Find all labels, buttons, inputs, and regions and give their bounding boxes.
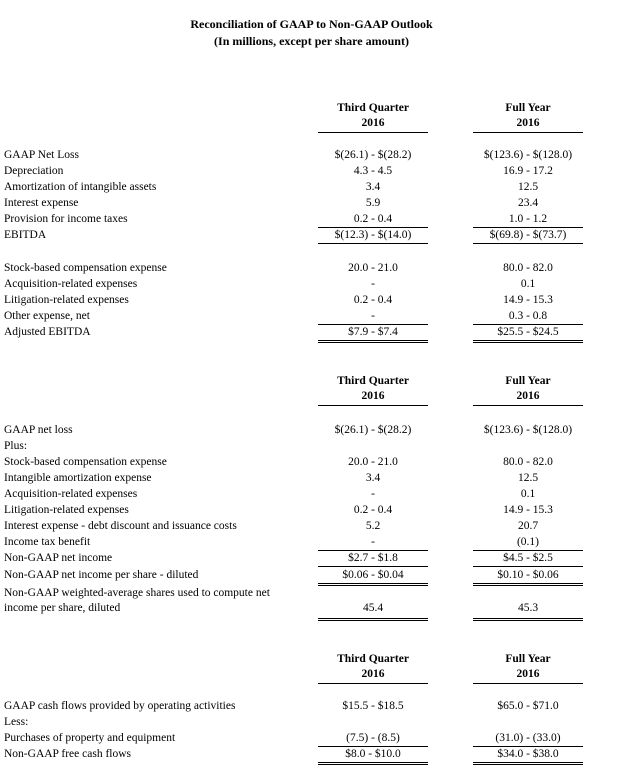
full-year-value: 23.4	[517, 197, 539, 209]
row-label: EBITDA	[4, 229, 47, 241]
full-year-value: $25.5 - $24.5	[497, 326, 559, 338]
underline-rule	[473, 683, 583, 684]
underline-rule	[473, 342, 583, 343]
underline-rule	[318, 620, 428, 621]
row-label: Amortization of intangible assets	[4, 181, 157, 193]
full-year-value: $34.0 - $38.0	[497, 748, 559, 760]
column-header-third-quarter-year: 2016	[361, 117, 385, 129]
full-year-value: 0.1	[520, 278, 536, 290]
full-year-value: (31.0) - (33.0)	[495, 732, 561, 744]
row-label: Non-GAAP net income per share - diluted	[4, 569, 199, 581]
row-label: Non-GAAP net income	[4, 552, 113, 564]
row-label: Plus:	[4, 440, 28, 452]
underline-rule	[318, 405, 428, 406]
underline-rule	[473, 566, 583, 567]
underline-rule	[473, 583, 583, 584]
column-header-third-quarter: Third Quarter	[337, 102, 409, 114]
underline-rule	[473, 405, 583, 406]
third-quarter-value: -	[371, 310, 375, 322]
row-label: Other expense, net	[4, 310, 90, 322]
column-header-full-year: Full Year	[505, 653, 551, 665]
full-year-value: 20.7	[517, 520, 539, 532]
row-label: Interest expense	[4, 197, 79, 209]
third-quarter-value: 3.4	[365, 472, 381, 484]
underline-rule	[318, 566, 428, 567]
row-label: income per share, diluted	[4, 602, 121, 614]
row-label: Acquisition-related expenses	[4, 278, 138, 290]
row-label: Provision for income taxes	[4, 213, 128, 225]
row-label: Intangible amortization expense	[4, 472, 152, 484]
third-quarter-value: -	[371, 536, 375, 548]
underline-rule	[318, 764, 428, 765]
underline-rule	[473, 550, 583, 551]
title-line-2: (In millions, except per share amount)	[214, 34, 409, 48]
column-header-full-year: Full Year	[505, 375, 551, 387]
underline-rule	[318, 324, 428, 325]
underline-rule	[318, 340, 428, 341]
underline-rule	[473, 762, 583, 763]
underline-rule	[318, 132, 428, 133]
column-header-third-quarter: Third Quarter	[337, 653, 409, 665]
third-quarter-value: 0.2 - 0.4	[353, 504, 393, 516]
row-label: Adjusted EBITDA	[4, 326, 91, 338]
underline-rule	[318, 227, 428, 228]
underline-rule	[473, 227, 583, 228]
row-label: Stock-based compensation expense	[4, 456, 167, 468]
column-header-third-quarter: Third Quarter	[337, 375, 409, 387]
row-label: GAAP Net Loss	[4, 149, 79, 161]
full-year-value: 12.5	[517, 472, 539, 484]
full-year-value: 80.0 - 82.0	[503, 262, 553, 274]
third-quarter-value: $2.7 - $1.8	[348, 552, 398, 564]
third-quarter-value: 5.9	[365, 197, 381, 209]
row-label: Non-GAAP weighted-average shares used to compute net	[4, 587, 270, 599]
full-year-value: 1.0 - 1.2	[508, 213, 548, 225]
third-quarter-value: 0.2 - 0.4	[353, 294, 393, 306]
third-quarter-value: 3.4	[365, 181, 381, 193]
underline-rule	[473, 132, 583, 133]
third-quarter-value: $(26.1) - $(28.2)	[334, 149, 412, 161]
underline-rule	[473, 618, 583, 619]
third-quarter-value: (7.5) - (8.5)	[346, 732, 400, 744]
underline-rule	[318, 746, 428, 747]
third-quarter-value: $15.5 - $18.5	[342, 700, 404, 712]
third-quarter-value: 5.2	[365, 520, 381, 532]
full-year-value: 16.9 - 17.2	[503, 165, 553, 177]
underline-rule	[318, 618, 428, 619]
full-year-value: 45.3	[517, 602, 539, 614]
row-label: Depreciation	[4, 165, 64, 177]
row-label: Litigation-related expenses	[4, 294, 129, 306]
underline-rule	[318, 762, 428, 763]
full-year-value: $65.0 - $71.0	[497, 700, 559, 712]
column-header-full-year-year: 2016	[516, 390, 540, 402]
underline-rule	[473, 746, 583, 747]
full-year-value: 0.3 - 0.8	[508, 310, 548, 322]
third-quarter-value: $0.06 - $0.04	[342, 569, 404, 581]
underline-rule	[473, 620, 583, 621]
column-header-full-year-year: 2016	[516, 117, 540, 129]
full-year-value: $(123.6) - $(128.0)	[483, 149, 573, 161]
column-header-third-quarter-year: 2016	[361, 390, 385, 402]
third-quarter-value: 0.2 - 0.4	[353, 213, 393, 225]
underline-rule	[318, 243, 428, 244]
row-label: Income tax benefit	[4, 536, 91, 548]
third-quarter-value: $(26.1) - $(28.2)	[334, 424, 412, 436]
underline-rule	[318, 683, 428, 684]
row-label: Litigation-related expenses	[4, 504, 129, 516]
row-label: GAAP cash flows provided by operating activities	[4, 700, 236, 712]
row-label: Purchases of property and equipment	[4, 732, 176, 744]
row-label: Acquisition-related expenses	[4, 488, 138, 500]
full-year-value: (0.1)	[516, 536, 540, 548]
third-quarter-value: $7.9 - $7.4	[348, 326, 398, 338]
full-year-value: 80.0 - 82.0	[503, 456, 553, 468]
underline-rule	[473, 585, 583, 586]
underline-rule	[318, 342, 428, 343]
third-quarter-value: 20.0 - 21.0	[348, 262, 398, 274]
third-quarter-value: 4.3 - 4.5	[353, 165, 393, 177]
full-year-value: 12.5	[517, 181, 539, 193]
underline-rule	[473, 764, 583, 765]
full-year-value: $0.10 - $0.06	[497, 569, 559, 581]
third-quarter-value: -	[371, 488, 375, 500]
full-year-value: $(123.6) - $(128.0)	[483, 424, 573, 436]
row-label: Stock-based compensation expense	[4, 262, 167, 274]
column-header-third-quarter-year: 2016	[361, 668, 385, 680]
third-quarter-value: $(12.3) - $(14.0)	[334, 229, 412, 241]
title-line-1: Reconciliation of GAAP to Non-GAAP Outlook	[190, 17, 433, 31]
full-year-value: 14.9 - 15.3	[503, 294, 553, 306]
underline-rule	[318, 550, 428, 551]
full-year-value: $(69.8) - $(73.7)	[489, 229, 567, 241]
row-label: Interest expense - debt discount and issuance costs	[4, 520, 237, 532]
full-year-value: 0.1	[520, 488, 536, 500]
row-label: GAAP net loss	[4, 424, 73, 436]
third-quarter-value: -	[371, 278, 375, 290]
full-year-value: $4.5 - $2.5	[503, 552, 553, 564]
underline-rule	[318, 585, 428, 586]
underline-rule	[473, 324, 583, 325]
underline-rule	[473, 340, 583, 341]
third-quarter-value: 45.4	[362, 602, 384, 614]
third-quarter-value: 20.0 - 21.0	[348, 456, 398, 468]
row-label: Less:	[4, 716, 29, 728]
column-header-full-year: Full Year	[505, 102, 551, 114]
underline-rule	[473, 243, 583, 244]
full-year-value: 14.9 - 15.3	[503, 504, 553, 516]
row-label: Non-GAAP free cash flows	[4, 748, 131, 760]
column-header-full-year-year: 2016	[516, 668, 540, 680]
third-quarter-value: $8.0 - $10.0	[345, 748, 401, 760]
underline-rule	[318, 583, 428, 584]
